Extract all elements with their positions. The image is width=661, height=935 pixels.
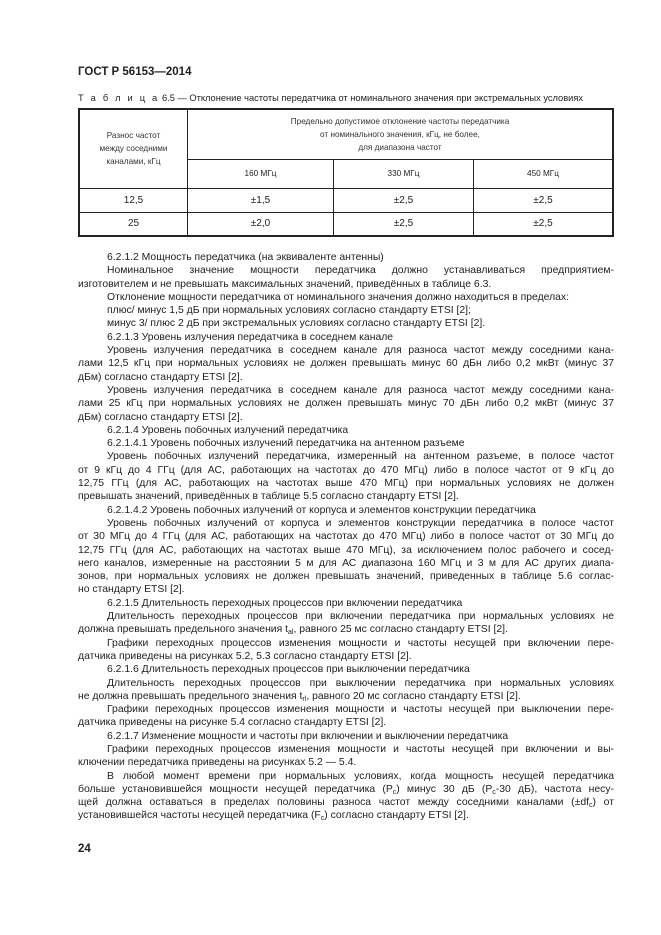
- text-line: [78, 730, 614, 743]
- text-line: [78, 756, 614, 769]
- text-segment: , равного 25 мс согласно стандарту ETSI [2].: [293, 624, 508, 636]
- column-header-channel-spacing: [79, 109, 188, 188]
- text-segment: ключении передатчика приведены на рисунках 5.2 — 5.4.: [78, 757, 357, 769]
- text-line: [78, 278, 614, 291]
- text-line: [78, 663, 614, 676]
- cell-value: ±2,5: [334, 212, 474, 236]
- column-header-band: 450 МГц: [474, 159, 614, 188]
- cell-spacing: 25: [79, 212, 188, 236]
- subscript: c: [320, 815, 325, 823]
- text-line: [78, 251, 614, 264]
- subscript: c: [589, 802, 593, 810]
- text-line: [78, 264, 614, 277]
- text-segment: 6.2.1.4.2 Уровень побочных излучений от корпуса и элементов конструкции передатчика: [107, 504, 536, 516]
- column-group-header: [188, 109, 614, 159]
- text-segment: Длительность переходных процессов при включении передатчика при нормальных условиях не: [107, 611, 614, 623]
- text-segment: дБм) согласно стандарту ETSI [2].: [78, 411, 243, 423]
- text-segment: больше установившейся мощности несущей передатчика (P: [78, 783, 393, 795]
- text-segment: плюс/ минус 1,5 дБ при нормальных условиях согласно стандарту ETSI [2];: [107, 305, 471, 317]
- text-line: [78, 716, 614, 729]
- text-segment: от 30 МГц до 4 ГГц (для АС, работающих на частотах до 470 МГц) либо в полосе частот от 30 МГц до: [78, 531, 614, 543]
- text-segment: дБм) согласно стандарту ETSI [2].: [78, 371, 243, 383]
- text-line: [78, 703, 614, 716]
- text-line: [78, 437, 614, 450]
- text-segment: Уровень побочных излучений передатчика, измеренный на антенном разъеме, в полосе частот: [107, 451, 614, 463]
- text-segment: Уровень побочных излучений от корпуса и элементов конструкции передатчика в полосе частот: [107, 517, 614, 529]
- text-line: [78, 371, 614, 384]
- subscript: c: [392, 788, 397, 796]
- text-segment: Уровень излучения передатчика в соседнем канале для разноса частот между соседними кана-: [107, 345, 614, 357]
- text-line: [78, 357, 614, 370]
- header-line: каналами, кГц: [106, 157, 161, 167]
- text-segment: , равного 20 мс согласно стандарту ETSI [2].: [306, 690, 521, 702]
- text-line: [78, 610, 614, 623]
- text-line: [78, 650, 614, 663]
- text-segment: ) от: [592, 797, 614, 809]
- text-segment: него каналов, измеренные на расстоянии 5 м для АС диапазона 160 МГц и 3 м для АС других диапа-: [78, 557, 614, 569]
- text-segment: Графики переходных процессов изменения мощности и частоты несущей при включении и вы-: [107, 743, 614, 755]
- text-line: [78, 477, 614, 490]
- cell-value: ±2,5: [474, 188, 614, 212]
- text-line: [78, 770, 614, 783]
- cell-spacing: 12,5: [79, 188, 188, 212]
- text-segment: 12,75 ГГц (для АС, работающих на частотах выше 470 МГц), за исключением полос рабочего и сосед-: [78, 544, 614, 556]
- text-line: [78, 796, 614, 809]
- column-header-band: 330 МГц: [334, 159, 474, 188]
- text-line: [78, 623, 614, 636]
- text-line: [78, 384, 614, 397]
- text-line: [78, 570, 614, 583]
- text-line: [78, 783, 614, 796]
- text-segment: 6.2.1.6 Длительность переходных процессов при выключении передатчика: [107, 664, 470, 676]
- text-line: [78, 331, 614, 344]
- subscript: c: [492, 788, 496, 796]
- text-line: [78, 677, 614, 690]
- text-segment: минус 3/ плюс 2 дБ при экстремальных условиях согласно стандарту ETSI [2].: [107, 318, 486, 330]
- text-line: [78, 464, 614, 477]
- text-line: [78, 690, 614, 703]
- text-segment: Длительность переходных процессов при выключении передатчика при нормальных условиях: [107, 677, 614, 689]
- text-segment: установившейся частоты несущей передатчика (F: [78, 810, 321, 822]
- header-line: от номинального значения, кГц, не более,: [320, 129, 480, 139]
- text-segment: Графики переходных процессов изменения мощности и частоты несущей при выключении пере-: [107, 704, 614, 716]
- text-segment: 12,75 ГГц (для АС, работающих на частотах выше 470 МГц) при нормальных условиях не должен: [78, 478, 614, 490]
- table-row: [79, 188, 613, 212]
- text-segment: 6.2.1.2 Мощность передатчика (на эквиваленте антенны): [107, 252, 384, 263]
- text-segment: Уровень излучения передатчика в соседнем канале для разноса частот между соседними кана-: [107, 384, 614, 396]
- text-segment: Номинальное значение мощности передатчика должно устанавливаться предприятием-: [107, 265, 614, 277]
- text-line: [78, 344, 614, 357]
- text-line: [78, 424, 614, 437]
- subscript: al: [288, 629, 294, 637]
- text-segment: Отклонение мощности передатчика от номинального значения должно находиться в пределах:: [107, 291, 569, 303]
- text-segment: не должна превышать предельного значения t: [78, 690, 303, 702]
- text-segment: но стандарту ETSI [2].: [78, 584, 185, 596]
- page-number: 24: [78, 843, 91, 855]
- text-segment: Графики переходных процессов изменения мощности и частоты несущей при включении пере-: [107, 637, 614, 649]
- text-segment: датчика приведены на рисунках 5.2, 5.3 согласно стандарту ETSI [2].: [78, 650, 412, 662]
- table-row: [79, 212, 613, 236]
- text-segment: от 9 кГц до 4 ГГц (для АС, работающих на частотах до 470 МГц) либо в полосе частот от 9 кГц до: [78, 464, 614, 476]
- text-line: [78, 490, 614, 503]
- cell-value: ±2,5: [334, 188, 474, 212]
- text-segment: превышать значений, приведённых в таблице 5.5 согласно стандарту ETSI [2].: [78, 491, 459, 503]
- text-segment: 6.2.1.3 Уровень излучения передатчика в соседнем канале: [107, 331, 394, 343]
- text-line: [78, 597, 614, 610]
- table-caption: [78, 93, 583, 103]
- text-line: [78, 544, 614, 557]
- text-line: [78, 291, 614, 304]
- header-line: Разнос частот: [106, 131, 161, 141]
- text-segment: 6.2.1.4.1 Уровень побочных излучений передатчика на антенном разъеме: [107, 438, 465, 450]
- text-segment: 6.2.1.4 Уровень побочных излучений передатчика: [107, 424, 349, 436]
- cell-value: ±1,5: [188, 188, 334, 212]
- text-line: [78, 557, 614, 570]
- text-line: [78, 317, 614, 330]
- text-segment: изготовителем и не превышать максимальных значений, приведённых в таблице 6.3.: [78, 278, 492, 290]
- header-line: для диапазона частот: [358, 142, 442, 152]
- text-line: [78, 809, 614, 822]
- cell-value: ±2,5: [474, 212, 614, 236]
- text-line: [78, 504, 614, 517]
- text-line: [78, 583, 614, 596]
- header-line: Предельно допустимое отклонение частоты передатчика: [290, 116, 510, 126]
- header-line: между соседними: [99, 144, 168, 154]
- column-header-band: 160 МГц: [188, 159, 334, 188]
- text-segment: лами 25 кГц при нормальных условиях не должен превышать минус 70 дБн либо 0,2 мкВт (минус 37: [78, 398, 614, 410]
- cell-value: ±2,0: [188, 212, 334, 236]
- text-segment: -30 дБ), частота несу-: [495, 783, 614, 795]
- text-line: [78, 411, 614, 424]
- text-segment: 6.2.1.7 Изменение мощности и частоты при включении и выключении передатчика: [107, 730, 509, 742]
- text-segment: лами 12,5 кГц при нормальных условиях не должен превышать минус 60 дБн либо 0,2 мкВт (минус 37: [78, 358, 614, 370]
- text-segment: зонов, при нормальных условиях не должен превышать значений, приведенных в таблице 5.6 соглас-: [78, 571, 614, 583]
- frequency-deviation-table: [78, 108, 614, 237]
- text-segment: ) минус 30 дБ (P: [396, 783, 493, 795]
- text-segment: В любой момент времени при нормальных условиях, когда мощность несущей передатчика: [107, 770, 614, 782]
- table-caption-label: Т а б л и ц а: [78, 93, 160, 103]
- text-segment: 6.2.1.5 Длительность переходных процессов при включении передатчика: [107, 597, 463, 609]
- body-text: [78, 251, 614, 823]
- text-line: [78, 517, 614, 530]
- text-line: [78, 450, 614, 463]
- document-header: ГОСТ Р 56153—2014: [78, 66, 192, 78]
- text-line: [78, 530, 614, 543]
- table-caption-text: 6.5 — Отклонение частоты передатчика от номинального значения при экстремальных условиях: [159, 93, 584, 103]
- text-segment: датчика приведены на рисунке 5.4 согласно стандарту ETSI [2].: [78, 717, 387, 729]
- text-line: [78, 304, 614, 317]
- text-segment: должна превышать предельного значения t: [78, 624, 289, 636]
- text-line: [78, 743, 614, 756]
- text-segment: щей должна оставаться в пределах половины разноса частот между соседними каналами (±df: [78, 797, 590, 809]
- text-segment: ) согласно стандарту ETSI [2].: [324, 810, 469, 822]
- text-line: [78, 397, 614, 410]
- text-line: [78, 637, 614, 650]
- subscript: rl: [302, 695, 307, 703]
